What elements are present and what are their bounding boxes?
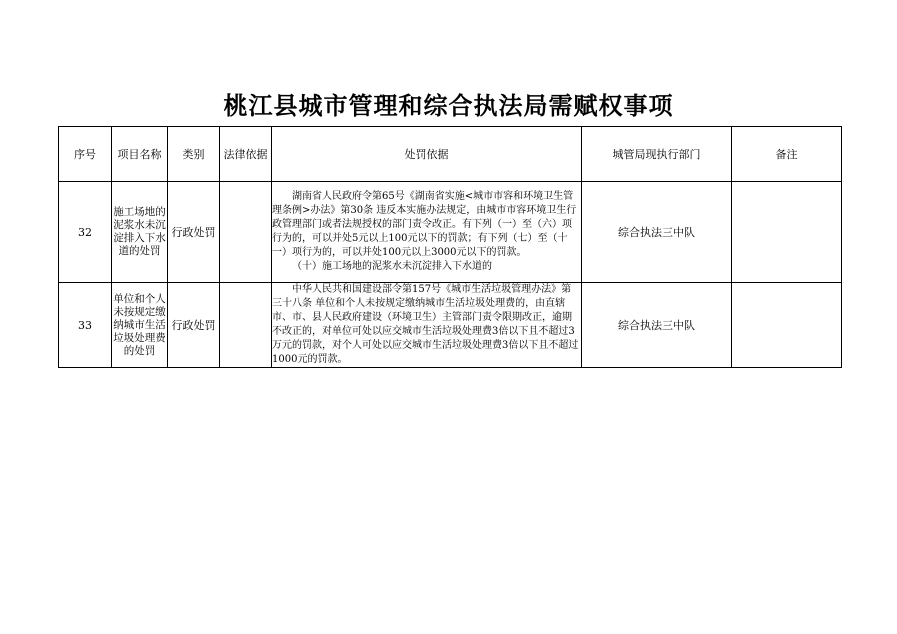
col-header-remark: 备注 [732, 127, 842, 182]
row-penalty-basis [272, 182, 582, 283]
col-header-name: 项目名称 [112, 127, 168, 182]
row-legal-basis [220, 182, 272, 283]
row-penalty-basis [272, 283, 582, 368]
table-row [59, 283, 842, 368]
row-dept: 综合执法三中队 [582, 283, 732, 368]
col-header-penalty-basis: 处罚依据 [272, 127, 582, 182]
penalty-basis-text: 中华人民共和国建设部令第157号《城市生活垃圾管理办法》第三十八条 单位和个人未按规定缴纳城市生活垃圾处理费的，由直辖市、市、县人民政府建设（环境卫生）主管部门责令限期改正，逾期不改正的，对单位可处以应交城市生活垃圾处理费3倍以下且不超过3万元的罚款，对个人可处以应交城市生活垃圾处理费3倍以下且不超过1000元的罚款。 [272, 284, 579, 365]
col-header-category: 类别 [168, 127, 220, 182]
penalty-basis-item: （十）施工场地的泥浆水未沉淀排入下水道的 [292, 261, 492, 272]
row-name: 单位和个人未按规定缴纳城市生活垃圾处理费的处罚 [112, 283, 168, 368]
row-remark [732, 182, 842, 283]
row-name: 施工场地的泥浆水未沉淀排入下水道的处罚 [112, 182, 168, 283]
col-header-no: 序号 [59, 127, 112, 182]
row-dept: 综合执法三中队 [582, 182, 732, 283]
col-header-legal-basis: 法律依据 [220, 127, 272, 182]
row-no: 33 [59, 283, 112, 368]
table-header-row [59, 127, 842, 182]
row-category: 行政处罚 [168, 182, 220, 283]
row-no: 32 [59, 182, 112, 283]
penalty-basis-text: 湖南省人民政府令第65号《湖南省实施<城市市容和环境卫生管理条例>办法》第30条 违反本实施办法规定，由城市市容环境卫生行政管理部门或者法规授权的部门责令改正。有下列（一）至（六）项行为的，可以并处5元以上100元以下的罚款；有下列（七）至（十一）项行为的，可以并处100元以上3000元以下的罚款。 [272, 191, 577, 258]
row-category: 行政处罚 [168, 283, 220, 368]
col-header-dept: 城管局现执行部门 [582, 127, 732, 182]
table-row [59, 182, 842, 283]
page-title: 桃江县城市管理和综合执法局需赋权事项 [223, 92, 674, 120]
authorization-table [58, 126, 842, 368]
row-remark [732, 283, 842, 368]
row-legal-basis [220, 283, 272, 368]
